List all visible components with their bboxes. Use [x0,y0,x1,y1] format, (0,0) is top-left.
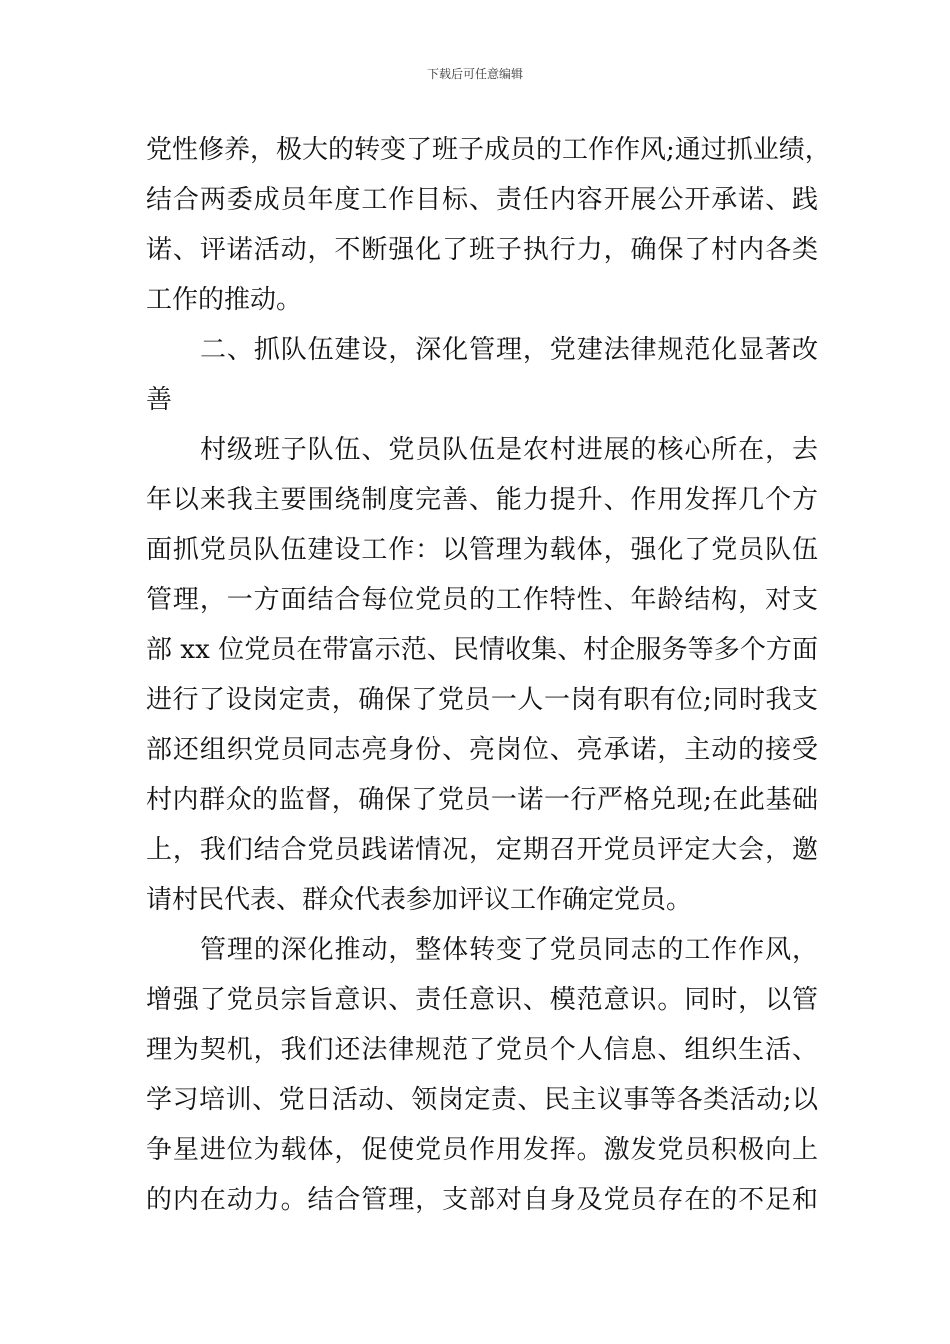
text-line: 村内群众的监督，确保了党员一诺一行严格兑现;在此基础 [146,785,818,815]
text-line: 工作的推动。 [146,285,303,315]
text-line: 管理，一方面结合每位党员的工作特性、年龄结构，对支 [146,585,818,615]
text-line: 增强了党员宗旨意识、责任意识、模范意识。同时，以管 [146,985,818,1015]
document-body [146,125,831,1225]
text-line: 请村民代表、群众代表参加评议工作确定党员。 [146,885,693,915]
text-line: 理为契机，我们还法律规范了党员个人信息、组织生活、 [146,1035,818,1065]
text-line: 善 [146,385,173,415]
text-line: 管理的深化推动，整体转变了党员同志的工作作风， [200,935,818,965]
text-line: 党性修养，极大的转变了班子成员的工作作风;通过抓业绩， [146,135,831,165]
text-line: 的内在动力。结合管理，支部对自身及党员存在的不足和 [146,1185,818,1215]
text-line: 结合两委成员年度工作目标、责任内容开展公开承诺、践 [146,185,818,215]
text-line: 诺、评诺活动，不断强化了班子执行力，确保了村内各类 [146,235,818,265]
page-header: 下载后可任意编辑 [426,67,523,81]
text-line: 年以来我主要围绕制度完善、能力提升、作用发挥几个方 [146,485,818,515]
text-line: 部还组织党员同志亮身份、亮岗位、亮承诺，主动的接受 [146,735,818,765]
text-line: 部 xx 位党员在带富示范、民情收集、村企服务等多个方面 [146,635,818,665]
text-line: 进行了设岗定责，确保了党员一人一岗有职有位;同时我支 [146,685,818,715]
text-line: 争星进位为载体，促使党员作用发挥。激发党员积极向上 [146,1135,818,1165]
text-line: 上，我们结合党员践诺情况，定期召开党员评定大会，邀 [146,835,818,865]
text-line: 二、抓队伍建设，深化管理，党建法律规范化显著改 [200,335,818,365]
text-line: 村级班子队伍、党员队伍是农村进展的核心所在，去 [200,435,818,465]
text-line: 面抓党员队伍建设工作：以管理为载体，强化了党员队伍 [146,535,818,565]
text-line: 学习培训、党日活动、领岗定责、民主议事等各类活动;以 [146,1085,818,1115]
